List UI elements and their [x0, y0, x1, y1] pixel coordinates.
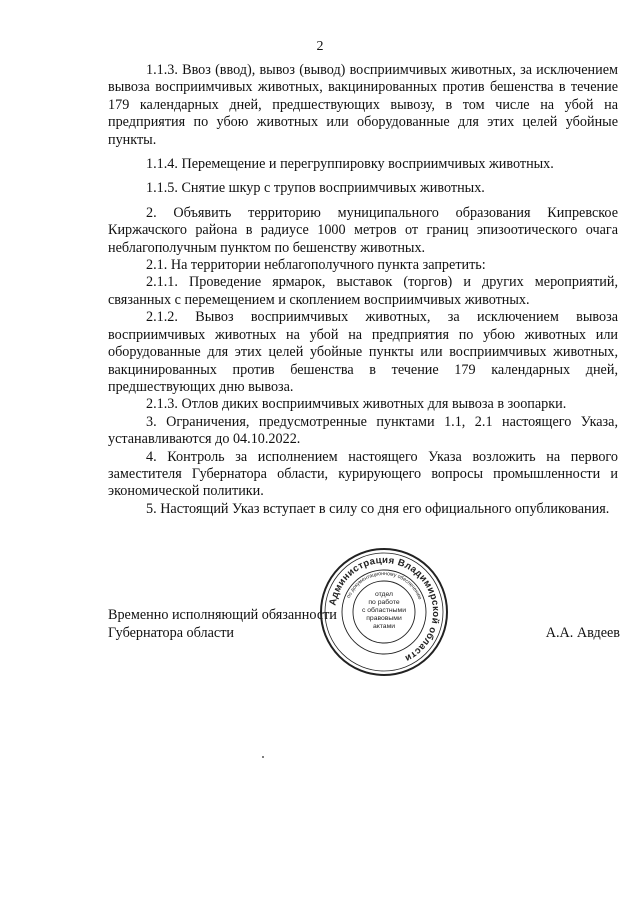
- official-seal-stamp: [318, 546, 450, 678]
- scan-speck: [262, 756, 264, 758]
- seal-center-line-4: правовыми: [366, 615, 402, 622]
- page-number: 2: [316, 39, 324, 54]
- paragraph-4: 4. Контроль за исполнением настоящего Указа возложить на первого заместителя Губернатора области, курирующего вопросы промышленности и экономической политики.: [108, 448, 618, 500]
- paragraph-2-1-3: 2.1.3. Отлов диких восприимчивых животных для вывоза в зоопарки.: [146, 396, 567, 413]
- paragraph-1-1-5: 1.1.5. Снятие шкур с трупов восприимчивых животных.: [146, 180, 485, 197]
- seal-icon: [318, 546, 450, 678]
- paragraph-2-1-1: 2.1.1. Проведение ярмарок, выставок (торгов) и других мероприятий, связанных с перемещением и скоплением восприимчивых животных.: [108, 274, 618, 308]
- seal-center-line-3: с областными: [361, 607, 407, 614]
- paragraph-2: 2. Объявить территорию муниципального образования Кипревское Киржачского района в радиусе 1000 метров от границ эпизоотического очага неблагополучным пунктом по бешенству животных.: [108, 204, 618, 256]
- paragraph-2-1: 2.1. На территории неблагополучного пункта запретить:: [146, 257, 486, 274]
- decree-body: [108, 62, 618, 518]
- seal-inner-ring-text: по документационному обеспечению: [345, 570, 423, 601]
- seal-outer-text: Администрация Владимирской области: [327, 554, 442, 664]
- paragraph-5: 5. Настоящий Указ вступает в силу со дня его официального опубликования.: [146, 500, 610, 517]
- paragraph-1-1-3: 1.1.3. Ввоз (ввод), вывоз (вывод) восприимчивых животных, за исключением вывоза восприимчивых животных, вакцинированных против бешенства в течение 179 календарных дней, предшествующих вывозу, в том числе на убой на предприятия по убою животных или оборудованные для этих целей убойные пункты.: [108, 62, 618, 148]
- paragraph-3: 3. Ограничения, предусмотренные пунктами 1.1, 2.1 настоящего Указа, устанавливаются до 04.10.2022.: [108, 413, 618, 448]
- seal-center-line-5: актами: [372, 623, 396, 630]
- paragraph-1-1-4: 1.1.4. Перемещение и перегруппировку восприимчивых животных.: [146, 156, 554, 173]
- seal-center-line-2: по работе: [368, 599, 400, 606]
- signatory-title-line-1: Временно исполняющий обязанности: [108, 607, 337, 623]
- seal-center-line-1: отдел: [374, 591, 394, 598]
- signatory-name: А.А. Авдеев: [545, 625, 620, 641]
- signatory-title-line-2: Губернатора области: [108, 625, 234, 641]
- paragraph-2-1-2: 2.1.2. Вывоз восприимчивых животных, за исключением вывоза восприимчивых животных на убой на предприятия по убою животных или оборудованные для этих целей убойные пункты или восприимчивых животных, вакцинированных против бешенства в течение 179 календарных дней, предшествующих дню вывоза.: [108, 309, 618, 395]
